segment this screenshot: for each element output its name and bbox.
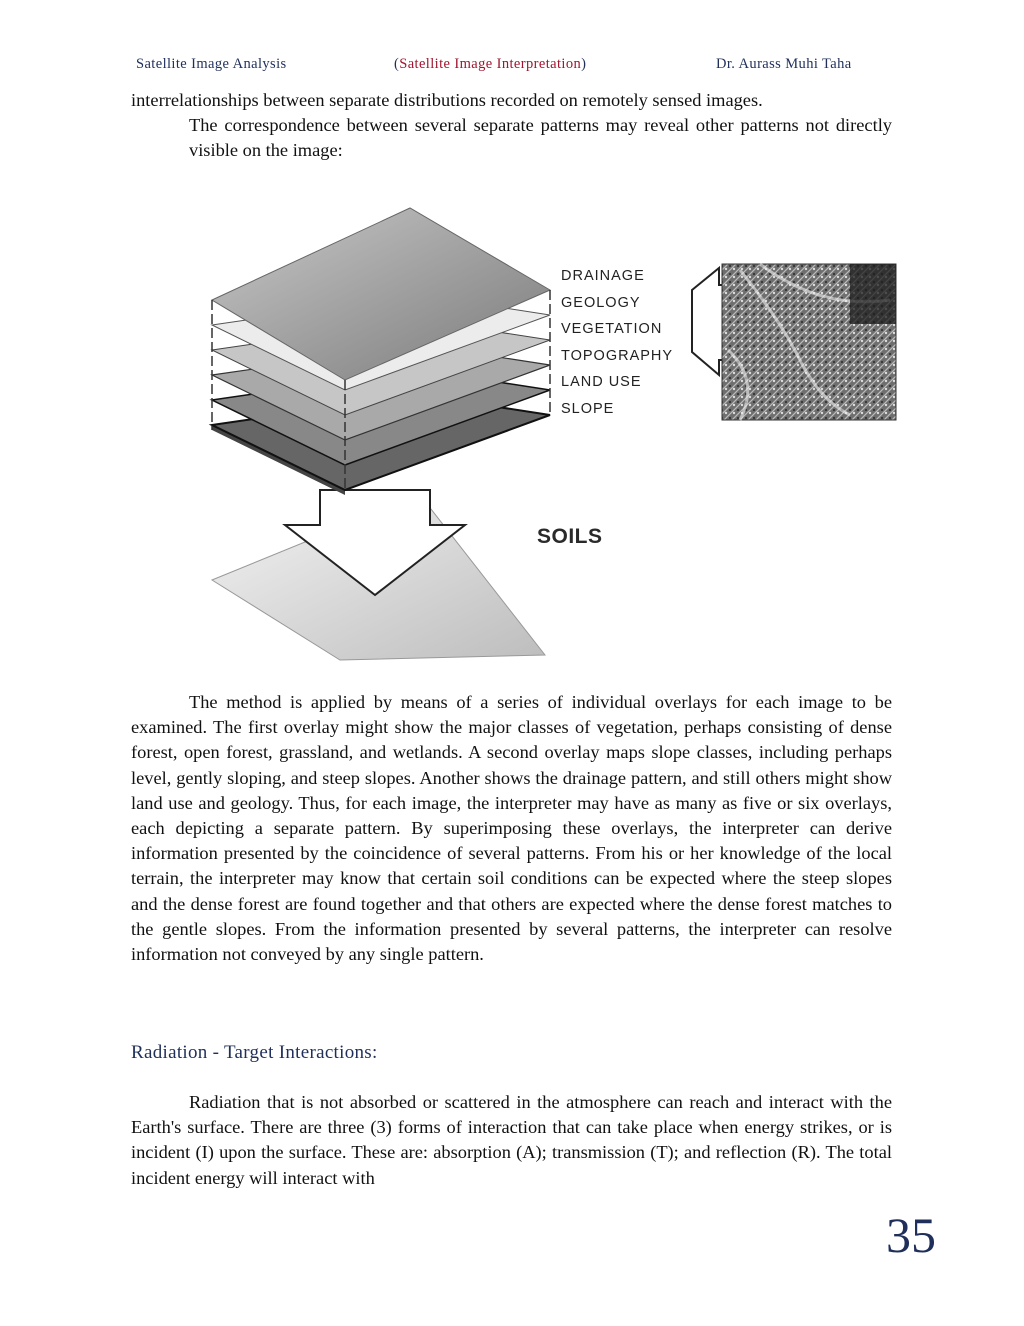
layer-label-topography: TOPOGRAPHY xyxy=(561,347,674,364)
layer-label-geology: GEOLOGY xyxy=(561,294,641,311)
header-chapter xyxy=(394,56,586,73)
header-author: Dr. Aurass Muhi Taha xyxy=(716,56,852,72)
overlay-figure xyxy=(200,200,900,670)
soils-label: SOILS xyxy=(537,525,603,548)
header-chapter-title: Satellite Image Interpretation xyxy=(399,56,582,72)
layer-label-vegetation: VEGETATION xyxy=(561,321,663,337)
header-title: Satellite Image Analysis xyxy=(136,56,287,72)
section-heading: Radiation - Target Interactions: xyxy=(131,1042,378,1063)
header-chapter-close: ) xyxy=(581,56,587,72)
layer-labels xyxy=(561,268,673,427)
layer-label-drainage: DRAINAGE xyxy=(561,268,645,284)
satellite-image-shadow xyxy=(850,264,896,324)
page-number: 35 xyxy=(886,1207,936,1263)
header-chapter-open: ( xyxy=(394,56,400,72)
layer-label-slope: SLOPE xyxy=(561,400,615,417)
intro-line-2: The correspondence between several separate patterns may reveal other patterns not directly visible on the image: xyxy=(189,115,892,161)
overlay-diagram xyxy=(200,200,900,670)
final-paragraph: Radiation that is not absorbed or scattered in the atmosphere can reach and interact with the Earth's surface. There are three (3) forms of interaction that can take place when energy strikes, or is incident (I) upon the surface. These are: absorption (A); transmission (T); and reflection (R). The total incident energy will interact with xyxy=(131,1092,892,1188)
body-paragraph: The method is applied by means of a series of individual overlays for each image to be examined. The first overlay might show the major classes of vegetation, perhaps consisting of dense forest, open forest, grassland, and wetlands. A second overlay maps slope classes, including perhaps level, gently sloping, and steep slopes. Another shows the drainage pattern, and still others might show land use and geology. Thus, for each image, the interpreter may have as many as five or six overlays, each depicting a separate pattern. By superimposing these overlays, the interpreter can derive information presented by the coincidence of several patterns. From his or her knowledge of the local terrain, the interpreter may know that certain soil conditions can be expected where the steep slopes and the dense forest are found together and that others are expected where the dense forest matches to the gentle slopes. From the information presented by several patterns, the interpreter can resolve information not conveyed by any single pattern. xyxy=(131,692,892,965)
intro-line-1: interrelationships between separate distributions recorded on remotely sensed images. xyxy=(131,90,763,110)
layer-label-land-use: LAND USE xyxy=(561,374,642,390)
intro-text xyxy=(131,88,892,164)
